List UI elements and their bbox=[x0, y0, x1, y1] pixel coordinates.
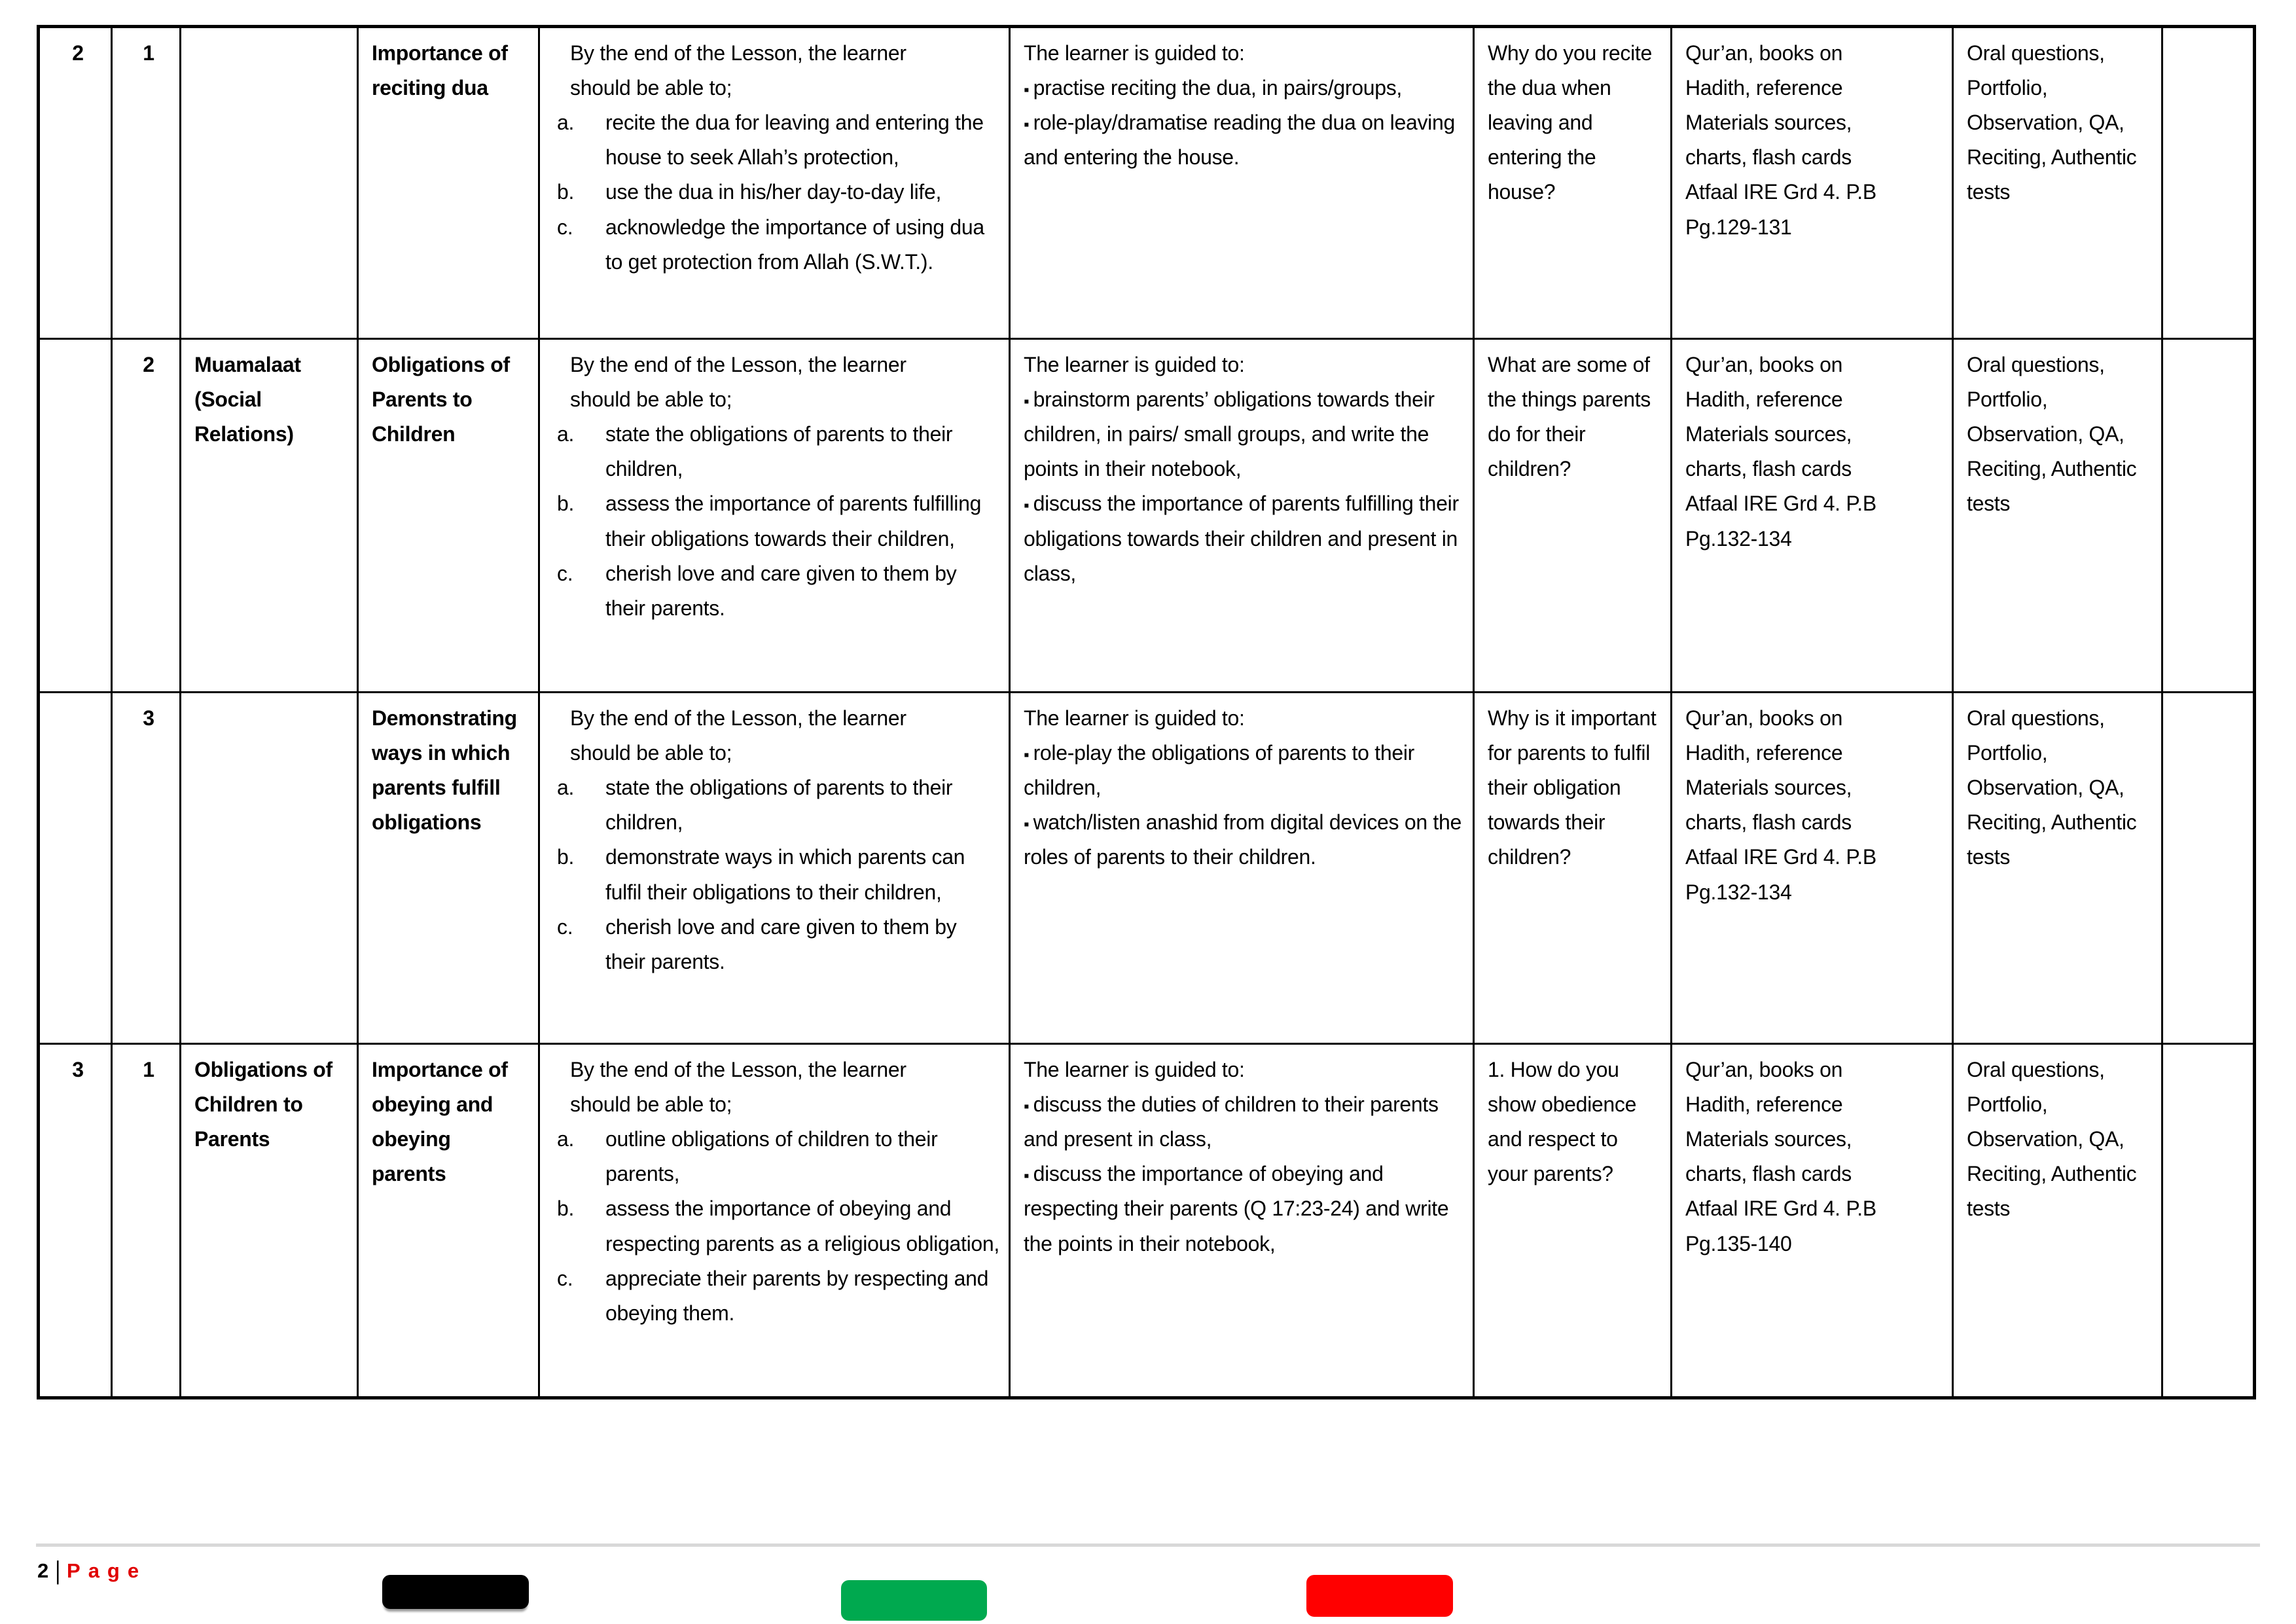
page-footer bbox=[37, 1556, 147, 1585]
page-number: 2 bbox=[37, 1559, 49, 1582]
cell-lesson: 1 bbox=[112, 1044, 181, 1398]
experience-item: ▪ discuss the duties of children to their parents and present in class, bbox=[1024, 1087, 1465, 1157]
outcome-item: assess the importance of obeying and respecting parents as a religious obligation, bbox=[605, 1197, 999, 1255]
table-row bbox=[39, 693, 2255, 1044]
outcomes-intro: By the end of the Lesson, the learner should be able to; bbox=[570, 353, 906, 412]
table-row bbox=[39, 339, 2255, 693]
outcome-item: cherish love and care given to them by their parents. bbox=[605, 914, 957, 973]
cell-experiences bbox=[1010, 693, 1474, 1044]
cell-week bbox=[39, 693, 112, 1044]
cell-strand bbox=[181, 693, 358, 1044]
cell-inquiry-question: Why is it important for parents to fulfil their obligation towards their children? bbox=[1474, 693, 1672, 1044]
cell-strand bbox=[181, 27, 358, 339]
cell-week: 2 bbox=[39, 27, 112, 339]
cell-outcomes bbox=[539, 1044, 1010, 1398]
cell-assessment: Oral questions, Portfolio, Observation, QA, Reciting, Authentic tests bbox=[1953, 27, 2162, 339]
cell-lesson: 3 bbox=[112, 693, 181, 1044]
outcome-item: state the obligations of parents to their children, bbox=[605, 776, 953, 835]
cell-inquiry-question: What are some of the things parents do for their children? bbox=[1474, 339, 1672, 693]
experiences-intro: The learner is guided to: bbox=[1024, 353, 1245, 376]
outcomes-list bbox=[553, 105, 1001, 280]
experience-item: ▪ role-play the obligations of parents to their children, bbox=[1024, 736, 1465, 805]
experience-item: ▪ brainstorm parents’ obligations towards their children, in pairs/ small groups, and write the points in their notebook, bbox=[1024, 382, 1465, 486]
cell-sub-topic: Importance of reciting dua bbox=[358, 27, 539, 339]
resources-text: Qur’an, books on Hadith, reference Materials sources, charts, flash cards Atfaal IRE Grd 4. P.B Pg.135-140 bbox=[1685, 1058, 1876, 1255]
cell-remarks bbox=[2162, 1044, 2255, 1398]
cell-outcomes bbox=[539, 693, 1010, 1044]
outcome-item: outline obligations of children to their parents, bbox=[605, 1127, 938, 1186]
outcomes-intro: By the end of the Lesson, the learner should be able to; bbox=[570, 1058, 906, 1117]
outcome-item: assess the importance of parents fulfilling their obligations towards their children, bbox=[605, 492, 982, 550]
cell-outcomes bbox=[539, 27, 1010, 339]
table-row bbox=[39, 27, 2255, 339]
outcomes-list bbox=[553, 417, 1001, 626]
outcomes-list bbox=[553, 1122, 1001, 1331]
resources-text: Qur’an, books on Hadith, reference Materials sources, charts, flash cards Atfaal IRE Grd 4. P.B Pg.129-131 bbox=[1685, 41, 1876, 239]
cell-sub-topic: Obligations of Parents to Children bbox=[358, 339, 539, 693]
cell-outcomes bbox=[539, 339, 1010, 693]
highlight-mark-green bbox=[841, 1580, 987, 1621]
cell-inquiry-question: Why do you recite the dua when leaving and entering the house? bbox=[1474, 27, 1672, 339]
highlight-mark-red bbox=[1306, 1575, 1453, 1617]
cell-resources bbox=[1672, 693, 1953, 1044]
cell-assessment: Oral questions, Portfolio, Observation, QA, Reciting, Authentic tests bbox=[1953, 693, 2162, 1044]
cell-lesson: 1 bbox=[112, 27, 181, 339]
cell-remarks bbox=[2162, 339, 2255, 693]
cell-week bbox=[39, 339, 112, 693]
experience-item: ▪ discuss the importance of obeying and respecting their parents (Q 17:23-24) and write the points in their notebook, bbox=[1024, 1157, 1465, 1261]
cell-week: 3 bbox=[39, 1044, 112, 1398]
resources-text: Qur’an, books on Hadith, reference Materials sources, charts, flash cards Atfaal IRE Grd 4. P.B Pg.132-134 bbox=[1685, 706, 1876, 904]
cell-resources bbox=[1672, 27, 1953, 339]
cell-inquiry-question: 1. How do you show obedience and respect to your parents? bbox=[1474, 1044, 1672, 1398]
footer-divider bbox=[36, 1543, 2260, 1547]
experience-item: ▪ practise reciting the dua, in pairs/groups, bbox=[1024, 71, 1465, 105]
outcome-item: demonstrate ways in which parents can fulfil their obligations to their children, bbox=[605, 845, 965, 904]
scheme-of-work-table bbox=[37, 25, 2256, 1399]
experiences-intro: The learner is guided to: bbox=[1024, 1058, 1245, 1081]
cell-resources bbox=[1672, 1044, 1953, 1398]
resources-text: Qur’an, books on Hadith, reference Materials sources, charts, flash cards Atfaal IRE Grd 4. P.B Pg.132-134 bbox=[1685, 353, 1876, 550]
experience-item: ▪ discuss the importance of parents fulfilling their obligations towards their children and present in class, bbox=[1024, 486, 1465, 590]
outcome-item: acknowledge the importance of using dua to get protection from Allah (S.W.T.). bbox=[605, 215, 984, 274]
experiences-intro: The learner is guided to: bbox=[1024, 706, 1245, 730]
cell-strand: Obligations of Children to Parents bbox=[181, 1044, 358, 1398]
cell-resources bbox=[1672, 339, 1953, 693]
outcome-item: cherish love and care given to them by their parents. bbox=[605, 561, 957, 620]
outcome-item: recite the dua for leaving and entering the house to seek Allah’s protection, bbox=[605, 111, 984, 170]
outcome-item: use the dua in his/her day-to-day life, bbox=[605, 180, 942, 204]
outcomes-intro: By the end of the Lesson, the learner should be able to; bbox=[570, 706, 906, 765]
outcomes-list bbox=[553, 770, 1001, 979]
experiences-intro: The learner is guided to: bbox=[1024, 41, 1245, 65]
cell-sub-topic: Importance of obeying and obeying parents bbox=[358, 1044, 539, 1398]
experience-item: ▪ role-play/dramatise reading the dua on leaving and entering the house. bbox=[1024, 105, 1465, 175]
page-label: Page bbox=[67, 1559, 147, 1582]
cell-remarks bbox=[2162, 693, 2255, 1044]
cell-lesson: 2 bbox=[112, 339, 181, 693]
cell-experiences bbox=[1010, 27, 1474, 339]
cell-sub-topic: Demonstrating ways in which parents fulfill obligations bbox=[358, 693, 539, 1044]
cell-experiences bbox=[1010, 339, 1474, 693]
cell-strand: Muamalaat (Social Relations) bbox=[181, 339, 358, 693]
cell-remarks bbox=[2162, 27, 2255, 339]
outcomes-intro: By the end of the Lesson, the learner should be able to; bbox=[570, 41, 906, 100]
experience-item: ▪ watch/listen anashid from digital devices on the roles of parents to their children. bbox=[1024, 805, 1465, 875]
outcome-item: appreciate their parents by respecting and obeying them. bbox=[605, 1266, 989, 1325]
outcome-item: state the obligations of parents to their children, bbox=[605, 422, 953, 481]
highlight-mark-black bbox=[382, 1575, 529, 1609]
table-row bbox=[39, 1044, 2255, 1398]
cell-experiences bbox=[1010, 1044, 1474, 1398]
footer-separator: | bbox=[55, 1556, 61, 1585]
cell-assessment: Oral questions, Portfolio, Observation, QA, Reciting, Authentic tests bbox=[1953, 1044, 2162, 1398]
cell-assessment: Oral questions, Portfolio, Observation, QA, Reciting, Authentic tests bbox=[1953, 339, 2162, 693]
